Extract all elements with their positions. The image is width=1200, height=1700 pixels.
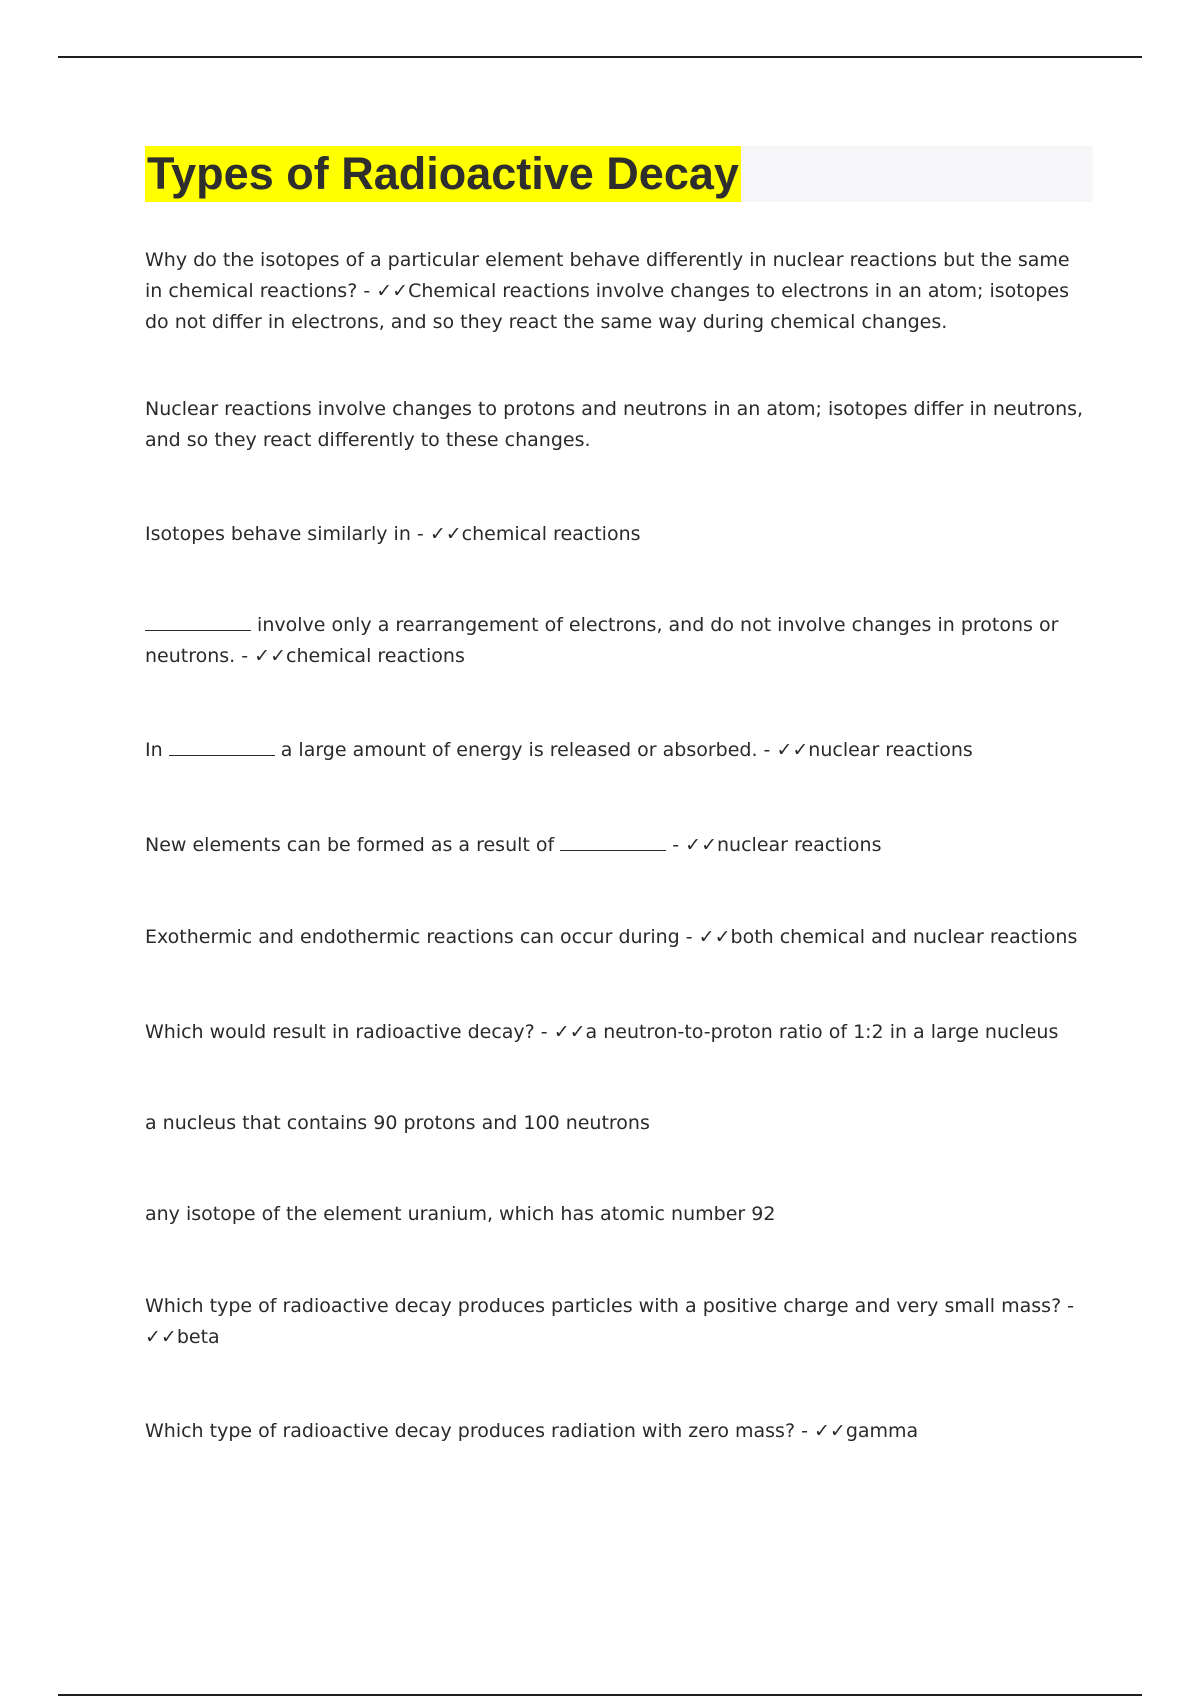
answer-text: a neutron-to-proton ratio of 1:2 in a large nucleus — [585, 1021, 1059, 1043]
double-check-icon: ✓✓ — [145, 1326, 177, 1348]
answer-text: nuclear reactions — [717, 834, 882, 856]
qa-item — [145, 1017, 1090, 1048]
question-text: - — [666, 834, 686, 856]
question-text: Isotopes behave similarly in - — [145, 523, 430, 545]
double-check-icon: ✓✓ — [685, 834, 718, 856]
qa-item — [145, 610, 1090, 672]
qa-item — [145, 1291, 1090, 1353]
answer-text: nuclear reactions — [808, 739, 973, 761]
question-text: Exothermic and endothermic reactions can occur during - — [145, 926, 699, 948]
top-rule — [58, 56, 1142, 58]
double-check-icon: ✓✓ — [698, 926, 731, 948]
paragraph — [145, 1108, 1090, 1139]
body-text: a nucleus that contains 90 protons and 100 neutrons — [145, 1112, 650, 1134]
question-text: a large amount of energy is released or absorbed. - — [274, 739, 777, 761]
answer-text: chemical reactions — [461, 523, 641, 545]
question-text: In — [145, 739, 169, 761]
page-title: Types of Radioactive Decay — [145, 146, 741, 202]
qa-item — [145, 245, 1090, 338]
qa-item — [145, 519, 1090, 550]
bottom-rule — [58, 1694, 1142, 1696]
body-text: any isotope of the element uranium, which has atomic number 92 — [145, 1203, 776, 1225]
answer-text: Chemical reactions involve changes to electrons in an atom; isotopes do not differ in electrons, and so they react the same way during chemical changes. — [145, 280, 1070, 333]
double-check-icon: ✓✓ — [429, 523, 462, 545]
answer-text: chemical reactions — [286, 645, 465, 667]
question-text: Which type of radioactive decay produces radiation with zero mass? - — [145, 1420, 814, 1442]
fill-in-blank — [145, 611, 251, 631]
question-text: New elements can be formed as a result of — [145, 834, 561, 856]
answer-text: beta — [176, 1326, 220, 1348]
qa-item — [145, 735, 1090, 766]
question-text: Which type of radioactive decay produces particles with a positive charge and very small mass? - — [145, 1295, 1075, 1317]
qa-item — [145, 830, 1090, 861]
qa-item — [145, 922, 1090, 953]
answer-text: both chemical and nuclear reactions — [730, 926, 1078, 948]
fill-in-blank — [560, 831, 666, 851]
double-check-icon: ✓✓ — [254, 645, 287, 667]
paragraph — [145, 1199, 1090, 1230]
qa-item — [145, 1416, 1090, 1447]
body-text: Nuclear reactions involve changes to protons and neutrons in an atom; isotopes differ in neutrons, and so they react differently to these changes. — [145, 398, 1084, 451]
double-check-icon: ✓✓ — [776, 739, 809, 761]
double-check-icon: ✓✓ — [553, 1021, 586, 1043]
answer-text: gamma — [845, 1420, 919, 1442]
double-check-icon: ✓✓ — [376, 280, 409, 302]
paragraph — [145, 394, 1090, 456]
question-text: Which would result in radioactive decay? - — [145, 1021, 554, 1043]
question-text: involve only a rearrangement of electrons, and do not involve changes in protons or neutrons. - — [145, 614, 1059, 667]
question-text: Why do the isotopes of a particular element behave differently in nuclear reactions but the same in chemical reactions? - — [145, 249, 1070, 302]
fill-in-blank — [169, 736, 275, 756]
double-check-icon: ✓✓ — [813, 1420, 846, 1442]
